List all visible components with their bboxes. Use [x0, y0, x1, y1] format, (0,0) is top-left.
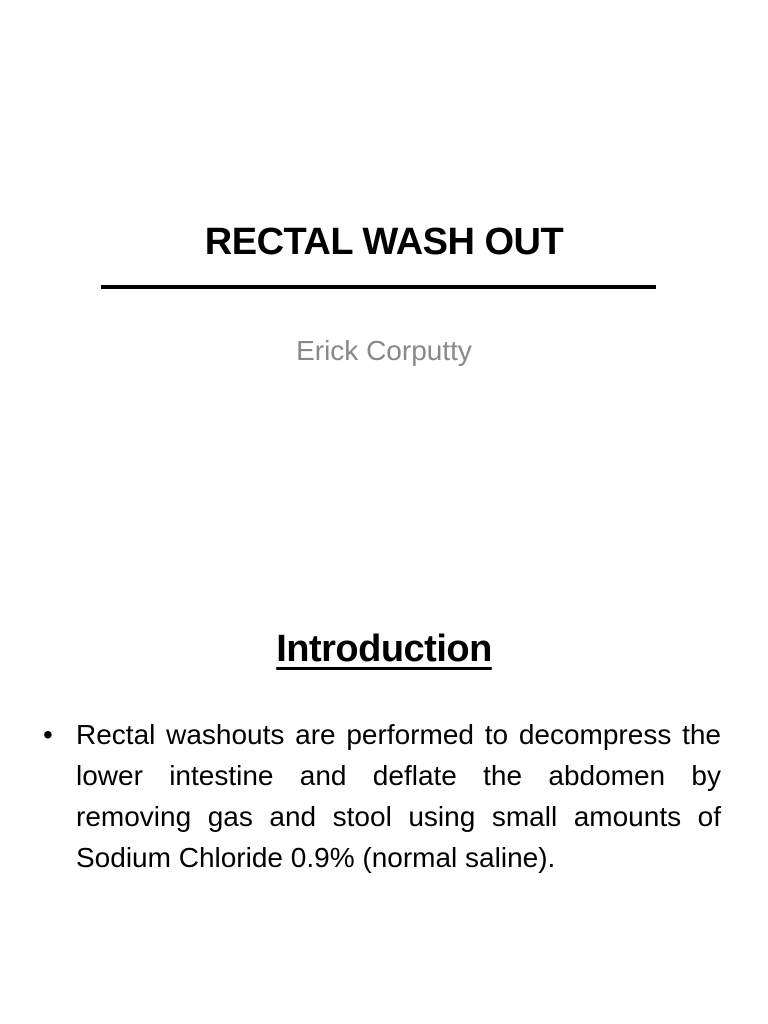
author-subtitle: Erick Corputty	[296, 335, 472, 366]
section-heading: Introduction	[276, 628, 492, 670]
slide-title: RECTAL WASH OUT	[204, 221, 564, 263]
bullet-text: Rectal washouts are performed to decompress the lower intestine and deflate the abdomen by removing gas and stool using small amounts of Sodium Chloride 0.9% (normal saline).	[76, 719, 721, 873]
bullet-dot-icon: •	[43, 719, 53, 750]
bullet-item	[0, 714, 768, 878]
content-slide	[0, 512, 768, 1024]
title-underline-rule	[101, 285, 656, 289]
bullet-list	[0, 714, 768, 878]
